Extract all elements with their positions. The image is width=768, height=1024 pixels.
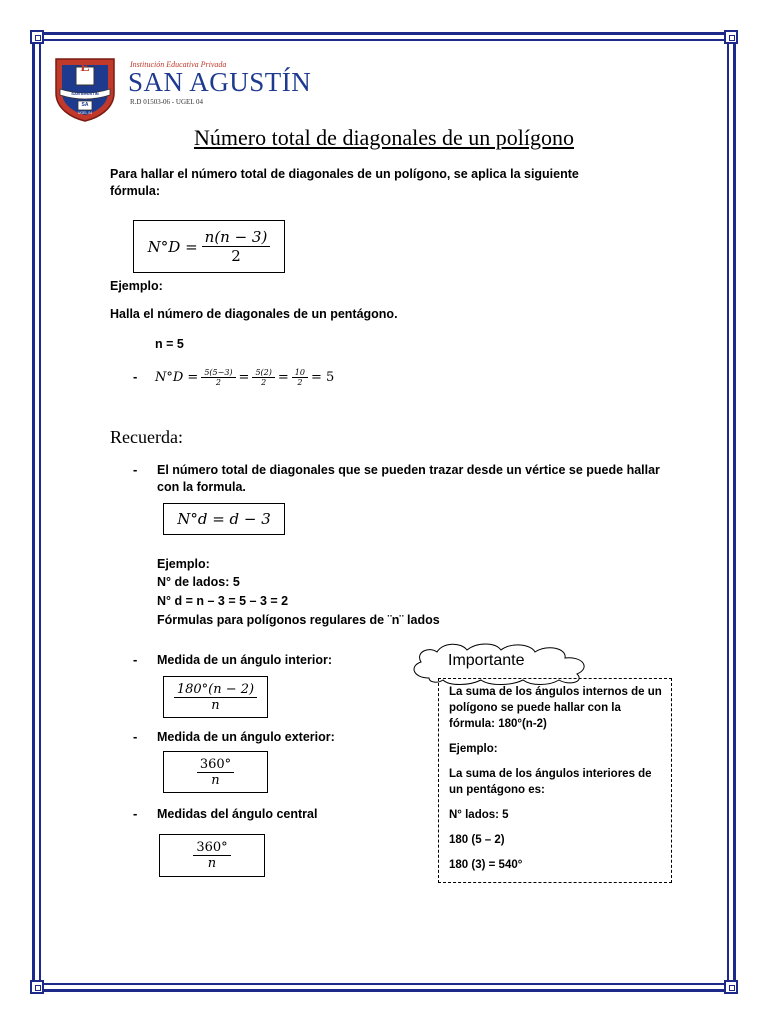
- central-formula-num: 360°: [193, 840, 230, 856]
- interior-formula-fraction: [174, 682, 257, 713]
- interior-formula-num: 180°(n − 2): [174, 682, 257, 698]
- importante-line3: N° lados: 5: [449, 809, 509, 821]
- recuerda-example-line2: N° d = n – 3 = 5 – 3 = 2: [157, 594, 289, 608]
- exterior-angle-label: Medida de un ángulo exterior:: [157, 730, 335, 744]
- school-name: SAN AGUSTÍN: [128, 67, 312, 97]
- example1-bullet: -: [133, 369, 138, 384]
- calc-f2-den: 2: [261, 377, 267, 387]
- calc-f3-den: 2: [297, 377, 303, 387]
- central-formula-box: [159, 834, 265, 877]
- calc-fraction-2: [252, 368, 274, 387]
- exterior-formula-num: 360°: [197, 757, 234, 773]
- recuerda-item1-bullet: -: [133, 462, 138, 477]
- calc-eq-1: =: [238, 369, 250, 385]
- shield-ribbon-text: SAN AGUSTÍN: [71, 91, 99, 96]
- vertex-formula-box: [163, 503, 285, 535]
- example1-label: Ejemplo:: [110, 279, 163, 293]
- calc-lhs: N°D =: [155, 369, 199, 385]
- importante-label: Importante: [448, 652, 525, 669]
- central-formula-fraction: [193, 840, 230, 871]
- example1-statement: Halla el número de diagonales de un pentágono.: [110, 307, 398, 321]
- resolution-text: R.D 01503-06 - UGEL 04: [130, 98, 204, 106]
- recuerda-heading: Recuerda:: [110, 427, 183, 447]
- recuerda-item1-text: El número total de diagonales que se pueden trazar desde un vértice se puede hallar con la formula.: [157, 463, 660, 494]
- vertex-formula: N°d = d − 3: [177, 510, 271, 528]
- main-formula-numerator: n(n − 3): [202, 228, 271, 247]
- importante-line5: 180 (3) = 540°: [449, 859, 523, 871]
- exterior-bullet: -: [133, 729, 138, 744]
- importante-line1: La suma de los ángulos internos de un polígono se puede hallar con la fórmula: 180°(n-2): [449, 686, 662, 730]
- recuerda-example-line1: N° de lados: 5: [157, 575, 240, 589]
- exterior-formula-box: [163, 751, 268, 793]
- interior-angle-label: Medida de un ángulo interior:: [157, 653, 332, 667]
- main-formula-fraction: [202, 228, 271, 265]
- interior-formula-box: [163, 676, 268, 718]
- importante-line4: 180 (5 – 2): [449, 834, 505, 846]
- calc-result: = 5: [310, 369, 335, 385]
- regular-polygon-formulas-label: Fórmulas para polígonos regulares de ¨n¨ lados: [157, 613, 440, 627]
- calc-f1-num: 5(5−3): [201, 368, 235, 378]
- central-bullet: -: [133, 806, 138, 821]
- importante-line2: La suma de los ángulos interiores de un pentágono es:: [449, 768, 652, 796]
- exterior-formula-den: n: [211, 772, 220, 788]
- intro-text: Para hallar el número total de diagonales de un polígono, se aplica la siguiente fórmula:: [110, 167, 579, 198]
- page-title: Número total de diagonales de un polígono: [193, 125, 575, 150]
- calc-fraction-3: [292, 368, 308, 387]
- frame-corner-top-left: [30, 30, 44, 44]
- main-formula-denominator: 2: [231, 247, 241, 265]
- interior-bullet: -: [133, 652, 138, 667]
- calc-f2-num: 5(2): [252, 368, 274, 378]
- main-formula-lhs: N°D =: [147, 237, 198, 256]
- shield-letter: E: [80, 60, 90, 75]
- importante-example-label: Ejemplo:: [449, 743, 498, 755]
- calc-fraction-1: [201, 368, 235, 387]
- exterior-formula-fraction: [197, 757, 234, 788]
- interior-formula-den: n: [211, 697, 220, 713]
- example1-given: n = 5: [155, 337, 184, 351]
- importante-box: [438, 678, 672, 883]
- frame-corner-bottom-left: [30, 980, 44, 994]
- recuerda-example-label: Ejemplo:: [157, 557, 210, 571]
- central-angle-label: Medidas del ángulo central: [157, 807, 318, 821]
- frame-corner-bottom-right: [724, 980, 738, 994]
- calc-f1-den: 2: [215, 377, 221, 387]
- shield-motto: UGEL 04: [77, 111, 93, 115]
- frame-corner-top-right: [724, 30, 738, 44]
- calc-eq-2: =: [277, 369, 289, 385]
- main-formula-box: [133, 220, 285, 273]
- institution-label: Institución Educativa Privada: [130, 60, 227, 69]
- calc-f3-num: 10: [292, 368, 308, 378]
- example1-calculation: [155, 362, 334, 392]
- central-formula-den: n: [207, 856, 217, 871]
- shield-bottom-text: SA: [81, 102, 89, 108]
